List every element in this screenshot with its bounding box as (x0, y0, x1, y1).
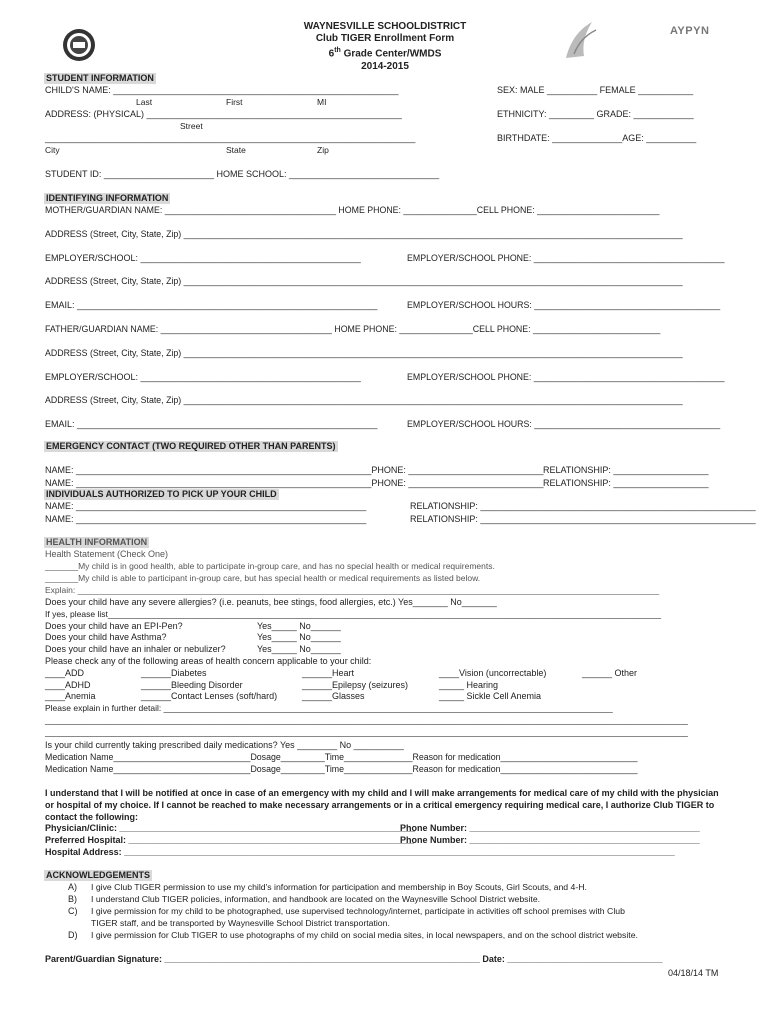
ack-c-label: C) (68, 906, 78, 916)
child-name-field[interactable]: CHILD'S NAME: _________________________________________________________ (45, 85, 399, 95)
grade-rest: Grade Center/WMDS (340, 48, 442, 60)
mother-name-field[interactable]: MOTHER/GUARDIAN NAME: ___________________________________ HOME PHONE: _______________CELL PHONE: _________________________ (45, 205, 660, 215)
physician-phone-field[interactable]: Phone Number: ______________________________________________ (400, 823, 700, 833)
bird-logo-icon (560, 18, 602, 62)
ethnicity-grade-field[interactable]: ETHNICITY: _________ GRADE: ____________ (497, 109, 694, 119)
grade-sup: th (334, 47, 341, 54)
father-name-field[interactable]: FATHER/GUARDIAN NAME: ___________________________________ HOME PHONE: _______________CELL PHONE: __________________________ (45, 324, 661, 334)
hospital-phone-field[interactable]: Phone Number: ______________________________________________ (400, 835, 700, 845)
concern-lenses[interactable]: ______Contact Lenses (soft/hard) (141, 691, 278, 701)
mother-email-field[interactable]: EMAIL: ____________________________________________________________ (45, 300, 378, 310)
mother-hours-field[interactable]: EMPLOYER/SCHOOL HOURS: ______________________________________ (407, 300, 721, 310)
mother-employer-phone-field[interactable]: EMPLOYER/SCHOOL PHONE: _______________________________________ (407, 253, 725, 263)
health-info-heading: HEALTH INFORMATION (46, 537, 148, 547)
emergency-name-2[interactable]: NAME: ___________________________________________________________PHONE: ___________________________ (45, 478, 544, 488)
health-detail-line-1[interactable]: ________________________________________________________________________________________________________________________________________ (45, 715, 688, 725)
health-statement-label: Health Statement (Check One) (45, 549, 169, 559)
emergency-consent-paragraph: I understand that I will be notified at once in case of an emergency with my child and I will make arrangements for medical care of my child with the physician or hospital of my choice. If I cannot be reached to make necessary arrangements or in a critical emergency requiring medical care, I authorize Club TIGER to contact the following: (45, 788, 719, 822)
acknowledgements-heading: ACKNOWLEDGEMENTS (46, 870, 150, 880)
grade-title (0, 45, 770, 60)
last-label: Last (136, 97, 153, 107)
health-concern-prompt: Please check any of the following areas of health concern applicable to your child: (45, 656, 372, 666)
signature-date-field[interactable]: Parent/Guardian Signature: _______________________________________________________________ Date: _______________________________ (45, 954, 663, 964)
hospital-address-field[interactable]: Hospital Address: ______________________________________________________________________________________________________________ (45, 847, 675, 857)
pickup-relationship-1[interactable]: RELATIONSHIP: _______________________________________________________ (410, 501, 756, 511)
physician-field[interactable]: Physician/Clinic: ___________________________________________________________ (45, 823, 415, 833)
ack-a-label: A) (68, 882, 77, 892)
ack-b-text: I understand Club TIGER policies, information, and handbook are located on the Waynesville School District website. (91, 894, 541, 904)
concern-hearing[interactable]: _____ Hearing (439, 680, 499, 690)
concern-epilepsy[interactable]: ______Epilepsy (seizures) (302, 680, 409, 690)
father-employer-phone-field[interactable]: EMPLOYER/SCHOOL PHONE: _______________________________________ (407, 372, 725, 382)
health-detail-line-2[interactable]: ________________________________________________________________________________________________________________________________________ (45, 727, 688, 737)
form-title: Club TIGER Enrollment Form (315, 33, 455, 44)
concern-adhd[interactable]: ____ADHD (45, 680, 91, 690)
concern-heart[interactable]: ______Heart (302, 668, 355, 678)
concern-anemia[interactable]: ____Anemia (45, 691, 96, 701)
mother-employer-field[interactable]: EMPLOYER/SCHOOL: ____________________________________________ (45, 253, 361, 263)
state-label: State (226, 145, 246, 155)
school-year: 2014-2015 (361, 61, 409, 72)
sex-field[interactable]: SEX: MALE __________ FEMALE ___________ (497, 85, 694, 95)
inhaler-answer[interactable]: Yes_____ No______ (257, 644, 341, 654)
ack-d-label: D) (68, 930, 78, 940)
emergency-name-1[interactable]: NAME: ___________________________________________________________PHONE: ___________________________ (45, 465, 544, 475)
student-id-field[interactable]: STUDENT ID: ______________________ HOME SCHOOL: ______________________________ (45, 169, 440, 179)
form-revision-footer: 04/18/14 TM (668, 968, 719, 978)
birthdate-age-field[interactable]: BIRTHDATE: ______________AGE: __________ (497, 133, 697, 143)
mi-label: MI (317, 97, 327, 107)
concern-sickle-cell[interactable]: _____ Sickle Cell Anemia (439, 691, 542, 701)
concern-glasses[interactable]: ______Glasses (302, 691, 365, 701)
ack-c-text-cont: TIGER staff, and be transported by Waynesville School District transportation. (91, 918, 390, 928)
city-label: City (45, 145, 60, 155)
aypyn-logo: AYPYN (670, 25, 710, 37)
grade-number: 6 (328, 48, 335, 60)
father-employer-address-field[interactable]: ADDRESS (Street, City, State, Zip) ______________________________________________________________________________________________________ (45, 395, 683, 405)
mother-employer-address-field[interactable]: ADDRESS (Street, City, State, Zip) ______________________________________________________________________________________________________ (45, 276, 683, 286)
ack-b-label: B) (68, 894, 77, 904)
pickup-name-1[interactable]: NAME: __________________________________________________________ (45, 501, 367, 511)
epipen-answer[interactable]: Yes_____ No______ (257, 621, 341, 631)
street-label: Street (180, 121, 203, 131)
asthma-answer[interactable]: Yes_____ No______ (257, 632, 341, 642)
emergency-relationship-1[interactable]: RELATIONSHIP: ___________________ (543, 465, 709, 475)
concern-bleeding[interactable]: ______Bleeding Disorder (141, 680, 243, 690)
asthma-question: Does your child have Asthma? (45, 632, 167, 642)
concern-diabetes[interactable]: ______Diabetes (141, 668, 207, 678)
zip-label: Zip (317, 145, 329, 155)
pickup-relationship-2[interactable]: RELATIONSHIP: _______________________________________________________ (410, 514, 756, 524)
emergency-relationship-2[interactable]: RELATIONSHIP: ___________________ (543, 478, 709, 488)
hospital-field[interactable]: Preferred Hospital: _________________________________________________________ (45, 835, 414, 845)
health-detail-field[interactable]: Please explain in further detail: _______________________________________________________________________________________________ (45, 703, 613, 713)
ack-c-text: I give permission for my child to be photographed, use supervised technology/internet, participate in activities off school premises with Club (91, 906, 625, 916)
allergies-list-field[interactable]: If yes, please list_____________________________________________________________________________________________________________________ (45, 609, 661, 619)
health-option-special[interactable]: _______My child is able to participant in-group care, but has special health or medical requirements as listed below. (45, 573, 481, 583)
address-line-2[interactable]: __________________________________________________________________________ (45, 133, 416, 143)
father-employer-field[interactable]: EMPLOYER/SCHOOL: ____________________________________________ (45, 372, 361, 382)
allergies-question[interactable]: Does your child have any severe allergies? (i.e. peanuts, bee stings, food allergies, etc.) Yes_______ No_______ (45, 597, 497, 607)
ack-a-text: I give Club TIGER permission to use my child's information for participation and membership in Boy Scouts, Girl Scouts, and 4-H. (91, 882, 587, 892)
identifying-info-heading: IDENTIFYING INFORMATION (46, 193, 169, 203)
health-option-good[interactable]: _______My child is in good health, able to participate in-group care, and has no special health or medical requirements. (45, 561, 495, 571)
father-email-field[interactable]: EMAIL: ____________________________________________________________ (45, 419, 378, 429)
medication-row-2[interactable]: Medication Name____________________________Dosage_________Time______________Reason for medication____________________________ (45, 764, 638, 774)
medications-question[interactable]: Is your child currently taking prescribed daily medications? Yes ________ No __________ (45, 740, 404, 750)
address-field[interactable]: ADDRESS: (PHYSICAL) ___________________________________________________ (45, 109, 402, 119)
inhaler-question: Does your child have an inhaler or nebulizer? (45, 644, 226, 654)
first-label: First (226, 97, 243, 107)
medication-row-1[interactable]: Medication Name____________________________Dosage_________Time______________Reason for medication____________________________ (45, 752, 638, 762)
ack-d-text: I give permission for Club TIGER to use photographs of my child on social media sites, in local newspapers, and on the school district website. (91, 930, 638, 940)
mother-address-field[interactable]: ADDRESS (Street, City, State, Zip) ______________________________________________________________________________________________________ (45, 229, 683, 239)
district-title: WAYNESVILLE SCHOOLDISTRICT (303, 21, 467, 32)
explain-field[interactable]: Explain: ___________________________________________________________________________________________________________________________ (45, 585, 660, 595)
concern-other[interactable]: ______ Other (582, 668, 638, 678)
emergency-contact-heading: EMERGENCY CONTACT (TWO REQUIRED OTHER THAN PARENTS) (46, 441, 336, 451)
student-info-heading: STUDENT INFORMATION (46, 73, 154, 83)
father-hours-field[interactable]: EMPLOYER/SCHOOL HOURS: ______________________________________ (407, 419, 721, 429)
father-address-field[interactable]: ADDRESS (Street, City, State, Zip) ______________________________________________________________________________________________________ (45, 348, 683, 358)
concern-add[interactable]: ____ADD (45, 668, 85, 678)
epipen-question: Does your child have an EPI-Pen? (45, 621, 183, 631)
concern-vision[interactable]: ____Vision (uncorrectable) (439, 668, 547, 678)
pickup-name-2[interactable]: NAME: __________________________________________________________ (45, 514, 367, 524)
pickup-heading: INDIVIDUALS AUTHORIZED TO PICK UP YOUR CHILD (46, 489, 277, 499)
